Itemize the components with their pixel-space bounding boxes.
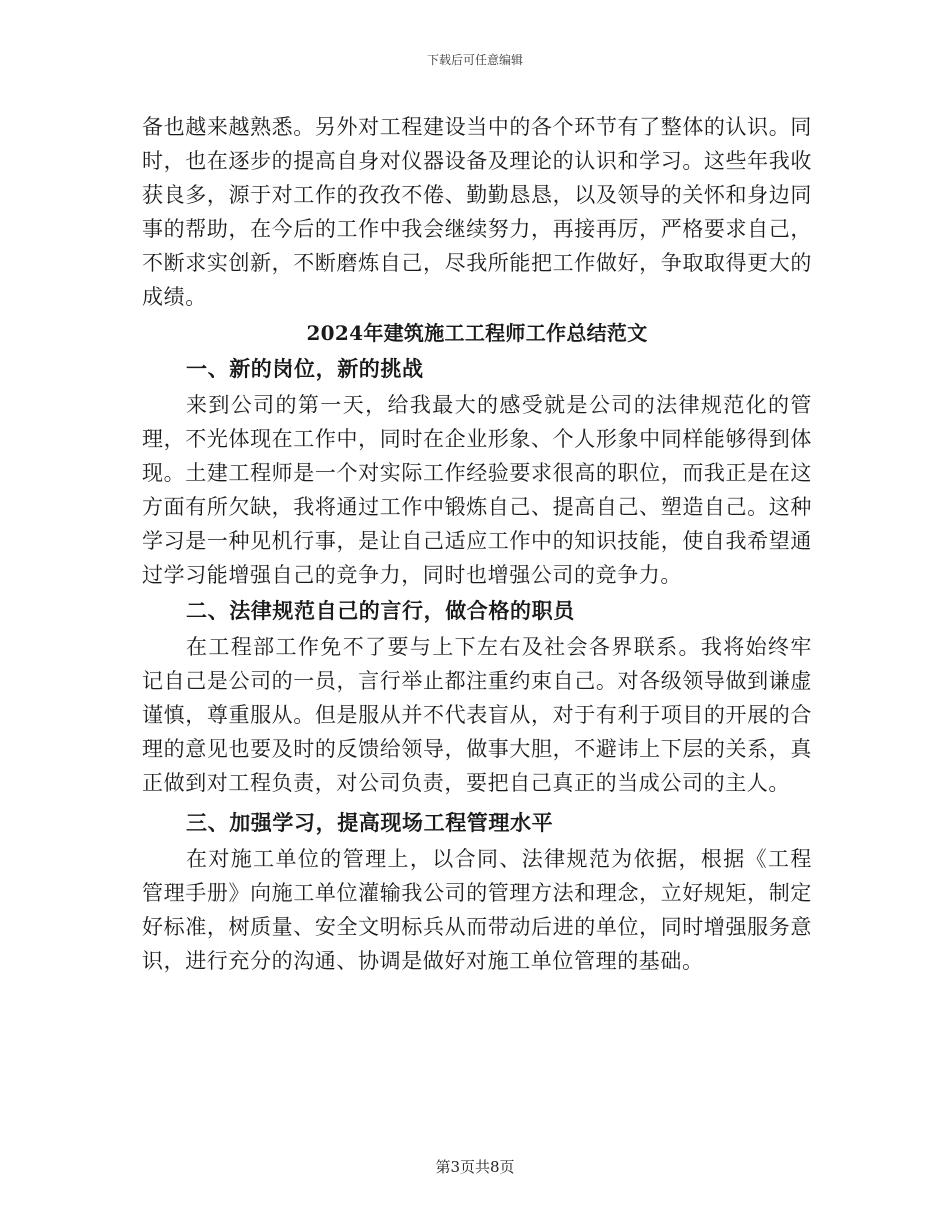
page-header: 下载后可任意编辑 [426, 53, 523, 67]
section-paragraph-3: 在对施工单位的管理上，以合同、法律规范为依据，根据《工程管理手册》向施工单位灌输我公司的管理方法和理念，立好规矩，制定好标准，树质量、安全文明标兵从而带动后进的单位，同时增强服务意识，进行充分的沟通、协调是做好对施工单位管理的基础。 [142, 847, 812, 973]
section-paragraph-1: 来到公司的第一天，给我最大的感受就是公司的法律规范化的管理，不光体现在工作中，同时在企业形象、个人形象中同样能够得到体现。土建工程师是一个对实际工作经验要求很高的职位，而我正是在这方面有所欠缺，我将通过工作中锻炼自己、提高自己、塑造自己。这种学习是一种见机行事，是让自己适应工作中的知识技能，使自我希望通过学习能增强自己的竞争力，同时也增强公司的竞争力。 [142, 393, 812, 587]
section-paragraph-2: 在工程部工作免不了要与上下左右及社会各界联系。我将始终牢记自己是公司的一员，言行举止都注重约束自己。对各级领导做到谦虚谨慎，尊重服从。但是服从并不代表盲从，对于有利于项目的开展的合理的意见也要及时的反馈给领导，做事大胆，不避讳上下层的关系，真正做到对工程负责，对公司负责，要把自己真正的当成公司的主人。 [142, 635, 812, 795]
continuation-paragraph: 备也越来越熟悉。另外对工程建设当中的各个环节有了整体的认识。同时，也在逐步的提高自身对仪器设备及理论的认识和学习。这些年我收获良多，源于对工作的孜孜不倦、勤勤恳恳，以及领导的关怀和身边同事的帮助，在今后的工作中我会继续努力，再接再厉，严格要求自己，不断求实创新，不断磨炼自己，尽我所能把工作做好，争取取得更大的成绩。 [142, 115, 812, 309]
document-body [142, 110, 812, 978]
page-number: 第3页共8页 [435, 1158, 515, 1176]
document-title: 2024年建筑施工工程师工作总结范文 [306, 321, 648, 345]
section-heading-2: 二、法律规范自己的言行，做合格的职员 [186, 598, 575, 623]
section-heading-3: 三、加强学习，提高现场工程管理水平 [186, 810, 554, 835]
section-heading-1: 一、新的岗位，新的挑战 [186, 356, 424, 381]
